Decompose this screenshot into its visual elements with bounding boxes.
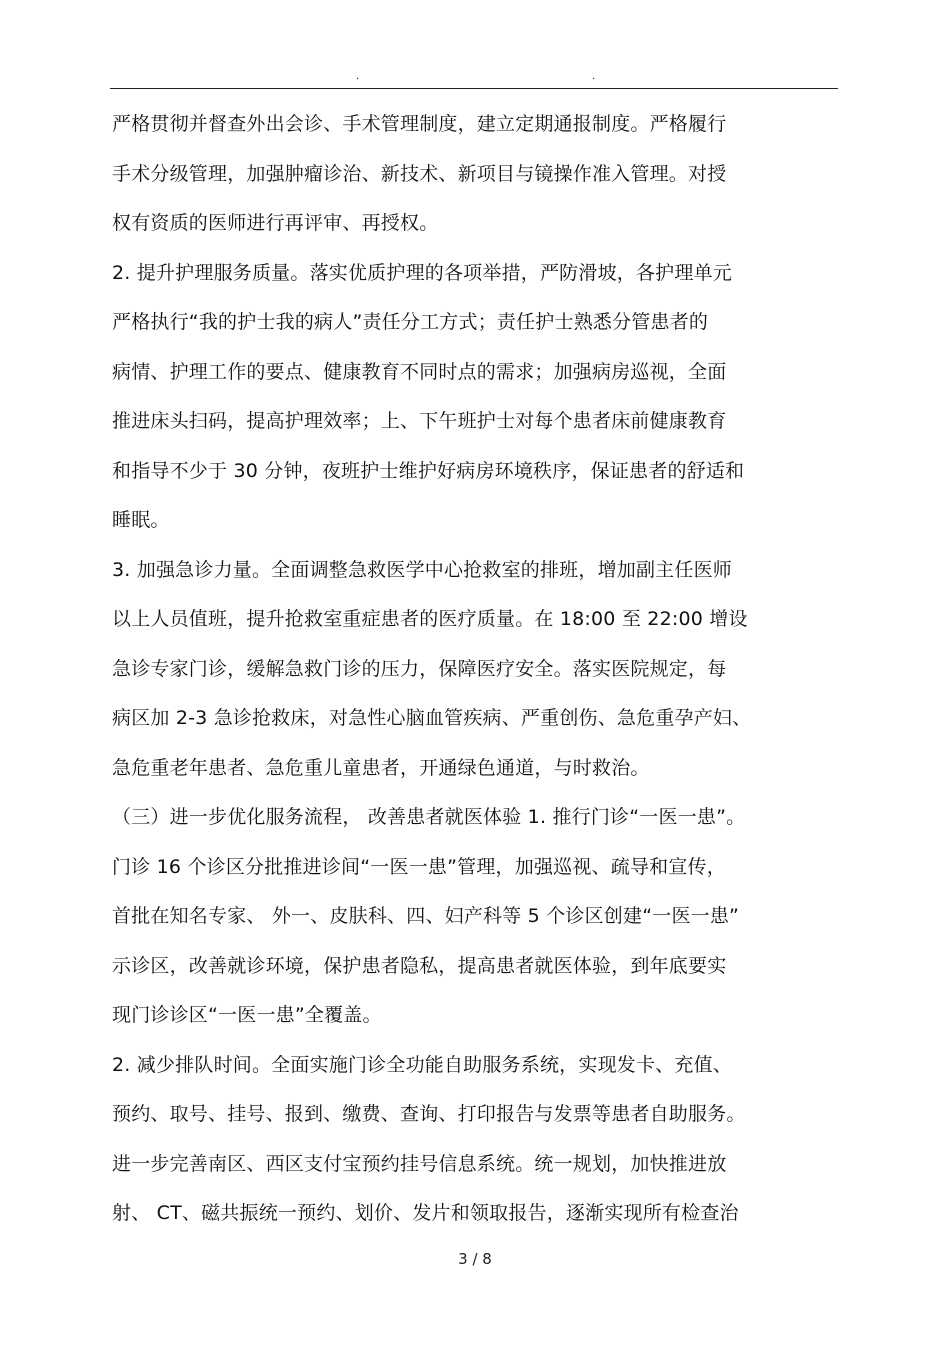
text-line: 手术分级管理，加强肿瘤诊治、新技术、新项目与镜操作准入管理。对授 xyxy=(112,162,727,185)
text-line: 病情、护理工作的要点、健康教育不同时点的需求；加强病房巡视，全面 xyxy=(112,360,727,383)
text-line: （三）进一步优化服务流程， 改善患者就医体验 1. 推行门诊“一医一患”。 xyxy=(112,806,746,828)
text-line: 2. 提升护理服务质量。落实优质护理的各项举措，严防滑坡，各护理单元 xyxy=(112,261,732,284)
text-line: 权有资质的医师进行再评审、再授权。 xyxy=(112,212,439,234)
text-line: 推进床头扫码，提高护理效率；上、下午班护士对每个患者床前健康教育 xyxy=(112,410,727,432)
header-rule xyxy=(110,88,838,89)
text-line: 2. 减少排队时间。全面实施门诊全功能自助服务系统，实现发卡、充值、 xyxy=(112,1053,732,1076)
text-line: 和指导不少于 30 分钟，夜班护士维护好病房环境秩序，保证患者的舒适和 xyxy=(112,459,745,482)
text-line: 严格贯彻并督查外出会诊、手术管理制度，建立定期通报制度。严格履行 xyxy=(112,113,727,135)
text-line: 睡眠。 xyxy=(112,509,170,531)
page-number: 3 / 8 xyxy=(458,1250,492,1268)
text-line: 预约、取号、挂号、报到、缴费、查询、打印报告与发票等患者自助服务。 xyxy=(112,1103,746,1125)
text-line: 门诊 16 个诊区分批推进诊间“一医一患”管理，加强巡视、疏导和宣传， xyxy=(112,855,726,878)
text-line: 病区加 2-3 急诊抢救床，对急性心脑血管疾病、严重创伤、急危重孕产妇、 xyxy=(112,707,752,729)
text-line: 以上人员值班，提升抢救室重症患者的医疗质量。在 18:00 至 22:00 增设 xyxy=(112,608,748,630)
text-line: 急危重老年患者、急危重儿童患者，开通绿色通道，与时救治。 xyxy=(112,756,650,779)
text-line: 示诊区，改善就诊环境，保护患者隐私，提高患者就医体验，到年底要实 xyxy=(112,954,727,977)
document-body xyxy=(112,100,842,1239)
header-dot-right: . xyxy=(592,71,596,82)
text-line: 射、 CT、磁共振统一预约、划价、发片和领取报告，逐渐实现所有检查治 xyxy=(112,1202,739,1224)
text-line: 现门诊诊区“一医一患”全覆盖。 xyxy=(112,1004,382,1026)
text-line: 严格执行“我的护士我的病人”责任分工方式；责任护士熟悉分管患者的 xyxy=(112,311,709,333)
text-line: 3. 加强急诊力量。全面调整急救医学中心抢救室的排班，增加副主任医师 xyxy=(112,558,732,581)
text-line: 首批在知名专家、 外一、皮肤科、四、妇产科等 5 个诊区创建“一医一患” xyxy=(112,905,740,927)
text-line: 进一步完善南区、西区支付宝预约挂号信息系统。统一规划，加快推进放 xyxy=(112,1152,727,1175)
header-dot-left: . xyxy=(356,71,360,82)
text-line: 急诊专家门诊，缓解急救门诊的压力，保障医疗安全。落实医院规定，每 xyxy=(112,657,727,680)
